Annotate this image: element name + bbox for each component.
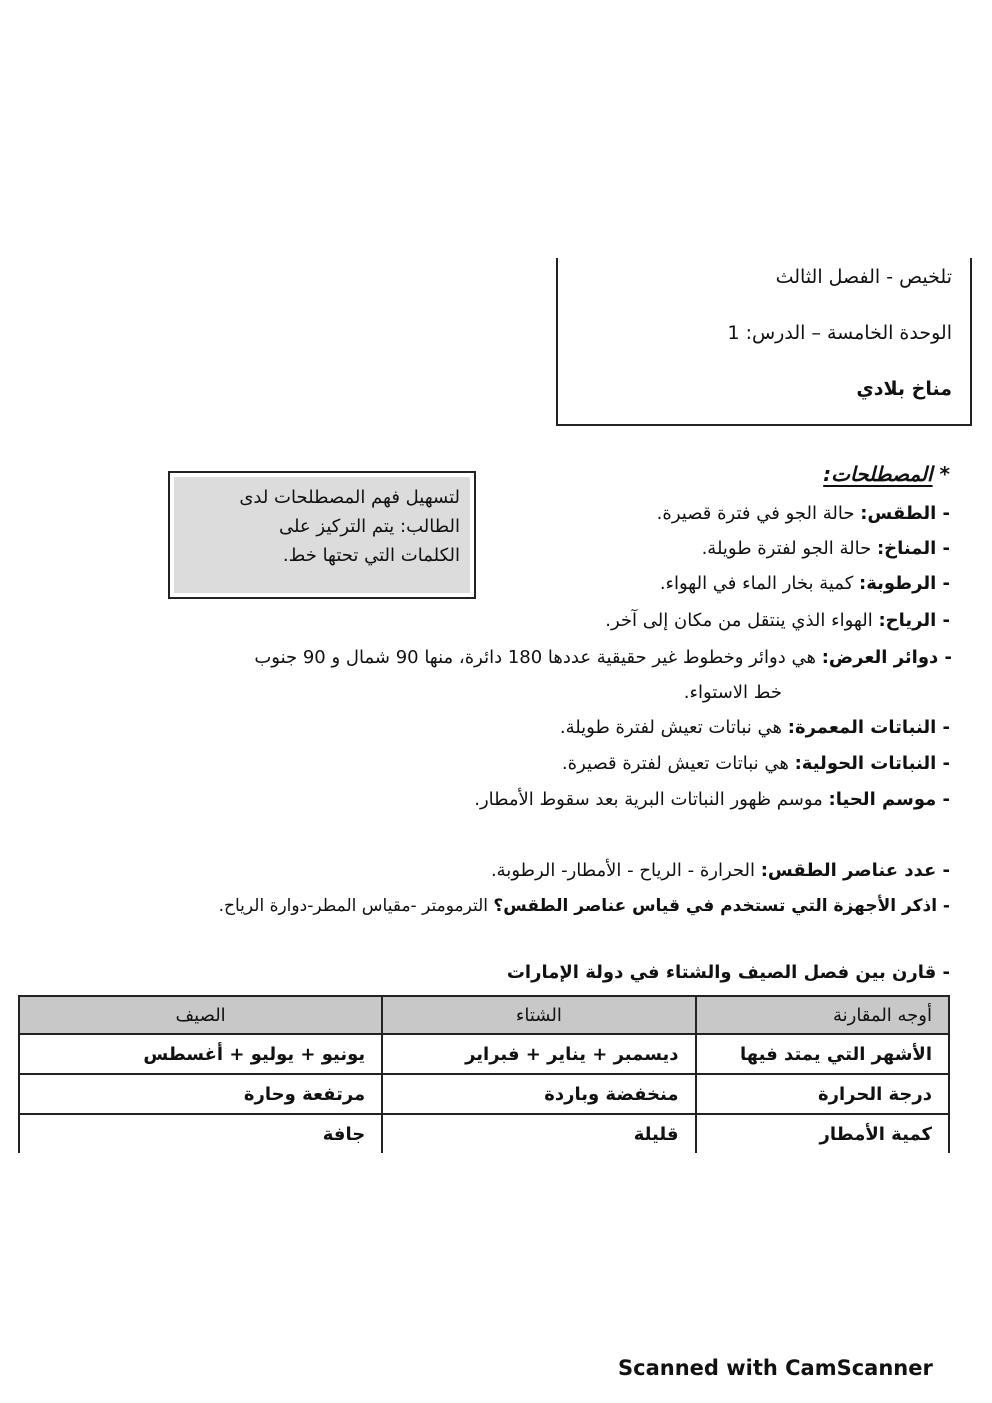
term-def: موسم ظهور النباتات البرية بعد سقوط الأمطار. (474, 789, 823, 810)
term-latitudes-cont (684, 682, 782, 703)
table-header-row (19, 996, 949, 1034)
term-latitudes (254, 647, 952, 668)
question-answer: الترمومتر -مقياس المطر-دوارة الرياح. (218, 896, 489, 916)
table-cell: قليلة (382, 1114, 695, 1153)
term-def: الهواء الذي ينتقل من مكان إلى آخر. (605, 610, 873, 631)
question-label: - عدد عناصر الطقس: (760, 860, 950, 881)
table-cell: يونيو + يوليو + أغسطس (19, 1034, 382, 1074)
term-def: كمية بخار الماء في الهواء. (659, 573, 854, 594)
terms-heading-label: المصطلحات: (823, 462, 933, 486)
note-line: الطالب: يتم التركيز على (278, 516, 460, 537)
term-label: - الرطوبة: (859, 573, 950, 594)
note-line: الكلمات التي تحتها خط. (282, 545, 460, 566)
table-cell: ديسمبر + يناير + فبراير (382, 1034, 695, 1074)
comparison-title: - قارن بين فصل الصيف والشتاء في دولة الإمارات (506, 962, 950, 983)
term-winds (605, 610, 950, 631)
header-box (556, 258, 972, 426)
term-label: - الطقس: (860, 503, 950, 524)
note-line: لتسهيل فهم المصطلحات لدى (239, 487, 460, 508)
term-def: حالة الجو في فترة قصيرة. (656, 503, 855, 524)
term-label: - دوائر العرض: (821, 647, 952, 668)
weather-elements-count (491, 860, 950, 881)
term-haya-season (474, 789, 950, 810)
term-weather (657, 503, 950, 524)
table-cell: جافة (19, 1114, 382, 1153)
table-cell: درجة الحرارة (696, 1074, 949, 1114)
term-label: - المناخ: (876, 538, 950, 559)
comparison-table (18, 995, 950, 1153)
table-cell: منخفضة وباردة (382, 1074, 695, 1114)
table-cell: الأشهر التي يمتد فيها (696, 1034, 949, 1074)
table-row (19, 1034, 949, 1074)
term-label: - الرياح: (878, 610, 950, 631)
term-label: - النباتات الحولية: (794, 753, 950, 774)
term-def: هي نباتات تعيش لفترة قصيرة. (561, 753, 789, 774)
question-label: - اذكر الأجهزة التي تستخدم في قياس عناصر الطقس؟ (493, 896, 950, 916)
term-climate (702, 538, 950, 559)
term-annual (562, 753, 950, 774)
term-perennial (560, 717, 950, 738)
terms-heading: * المصطلحات: (823, 462, 950, 486)
table-row (19, 1074, 949, 1114)
table-header: أوجه المقارنة (696, 996, 949, 1034)
note-box (168, 471, 476, 599)
table-cell: كمية الأمطار (696, 1114, 949, 1153)
scanner-watermark: Scanned with CamScanner (618, 1356, 933, 1380)
term-def-cont: خط الاستواء. (683, 682, 782, 703)
table-row (19, 1114, 949, 1153)
summary-title: تلخيص - الفصل الثالث (775, 266, 952, 288)
term-label: - النباتات المعمرة: (787, 717, 950, 738)
term-def: حالة الجو لفترة طويلة. (701, 538, 872, 559)
question-answer: الحرارة - الرياح - الأمطار- الرطوبة. (490, 860, 755, 881)
term-def: هي دوائر وخطوط غير حقيقية عددها 180 دائرة، منها 90 شمال و 90 جنوب (254, 647, 816, 668)
term-def: هي نباتات تعيش لفترة طويلة. (559, 717, 783, 738)
table-header: الشتاء (382, 996, 695, 1034)
table-header: الصيف (19, 996, 382, 1034)
table-cell: مرتفعة وحارة (19, 1074, 382, 1114)
lesson-title: مناخ بلادي (856, 378, 952, 400)
term-label: - موسم الحيا: (828, 789, 950, 810)
term-humidity (660, 573, 950, 594)
weather-instruments (219, 896, 950, 916)
unit-lesson: الوحدة الخامسة – الدرس: 1 (727, 322, 952, 344)
